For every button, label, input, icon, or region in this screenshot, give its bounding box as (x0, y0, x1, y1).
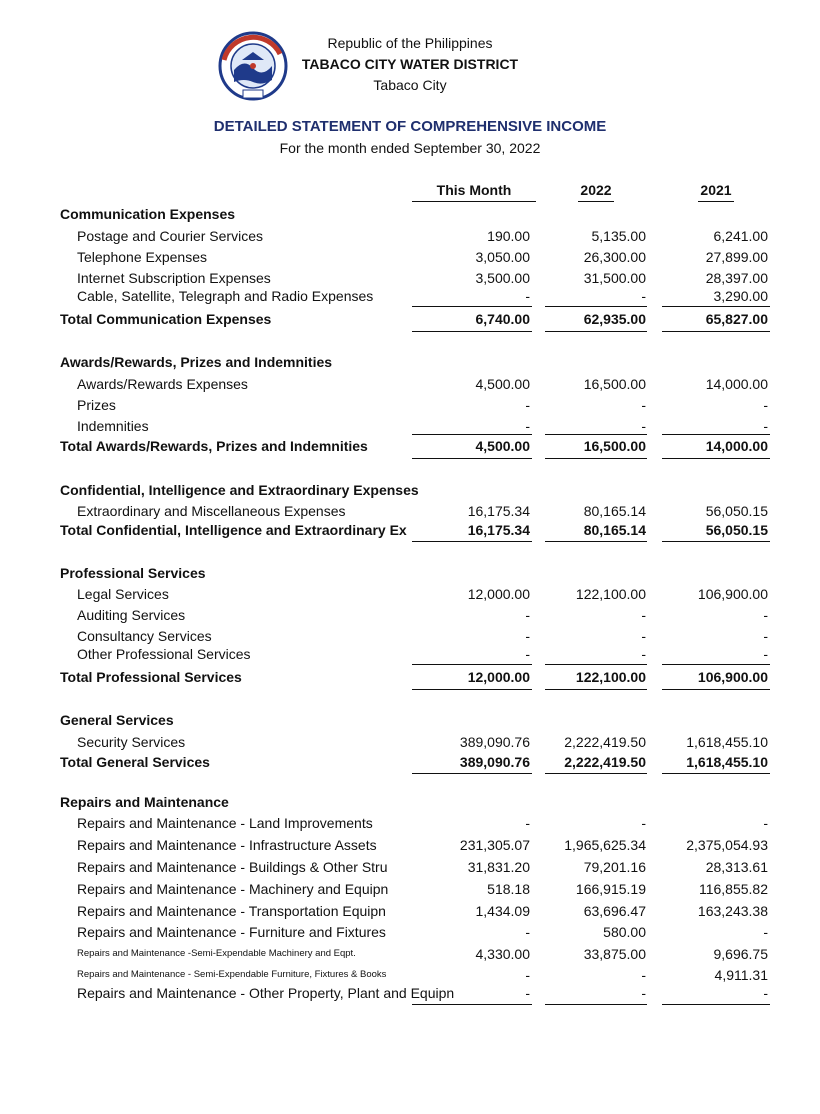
column-header-2022: 2022 (578, 182, 614, 202)
line-item-row (0, 286, 790, 306)
item-label: Repairs and Maintenance - Transportation Equipn (77, 903, 386, 919)
this-month-value: 1,434.09 (475, 903, 530, 919)
line-item-row (0, 901, 790, 921)
total-underline (662, 331, 770, 332)
total-underline (545, 541, 647, 542)
item-label: Security Services (77, 734, 186, 750)
year-2021-value: - (763, 628, 768, 644)
total-underline (662, 458, 770, 459)
year-2022-total: 122,100.00 (575, 669, 646, 685)
statement-period: For the month ended September 30, 2022 (279, 140, 541, 156)
agency-name: TABACO CITY WATER DISTRICT (301, 56, 519, 72)
year-2022-value: 63,696.47 (583, 903, 646, 919)
item-label: Repairs and Maintenance - Semi-Expendable Furniture, Fixtures & Books (77, 969, 387, 980)
subtotal-rule (412, 306, 532, 307)
item-label: Repairs and Maintenance - Machinery and Equipn (77, 881, 389, 897)
item-label: Legal Services (77, 586, 169, 602)
item-label: Consultancy Services (77, 628, 212, 644)
this-month-value: 231,305.07 (459, 837, 530, 853)
year-2021-value: - (763, 985, 768, 1001)
subtotal-rule (412, 664, 532, 665)
column-header-this-month: This Month (412, 182, 536, 202)
line-item-row (0, 922, 790, 942)
line-item-row (0, 584, 790, 604)
section-row (0, 480, 790, 500)
year-2022-value: 80,165.14 (583, 503, 646, 519)
year-2021-value: 6,241.00 (713, 228, 768, 244)
total-underline (545, 458, 647, 459)
this-month-value: - (525, 985, 530, 1001)
year-2021-value: - (763, 418, 768, 434)
year-2021-value: 116,855.82 (698, 881, 768, 897)
year-2021-total: 1,618,455.10 (686, 754, 768, 770)
this-month-total: 389,090.76 (459, 754, 530, 770)
statement-title: DETAILED STATEMENT OF COMPREHENSIVE INCOME (213, 118, 607, 135)
line-item-row (0, 835, 790, 855)
year-2021-value: - (763, 924, 768, 940)
subtotal-rule (662, 1004, 770, 1005)
line-item-row (0, 268, 790, 288)
year-2021-value: 9,696.75 (713, 946, 768, 962)
total-underline (412, 541, 532, 542)
item-label: Repairs and Maintenance -Semi-Expendable Machinery and Eqpt. (77, 948, 356, 959)
year-2021-total: 14,000.00 (705, 438, 768, 454)
section-title: Communication Expenses (60, 206, 236, 222)
line-item-row (0, 813, 790, 833)
total-underline (545, 689, 647, 690)
total-underline (412, 458, 532, 459)
item-label: Repairs and Maintenance - Infrastructure Assets (77, 837, 377, 853)
line-item-row (0, 247, 790, 267)
this-month-total: 16,175.34 (467, 522, 530, 538)
year-2021-value: - (763, 646, 768, 662)
this-month-value: - (525, 288, 530, 304)
line-item-row (0, 879, 790, 899)
year-2022-total: 16,500.00 (583, 438, 646, 454)
year-2021-total: 56,050.15 (705, 522, 768, 538)
year-2022-total: 62,935.00 (583, 311, 646, 327)
item-label: Repairs and Maintenance - Land Improvements (77, 815, 373, 831)
this-month-value: 12,000.00 (467, 586, 530, 602)
year-2021-value: 28,313.61 (705, 859, 768, 875)
section-title: Confidential, Intelligence and Extraordinary Expenses (60, 482, 419, 498)
year-2022-value: 166,915.19 (575, 881, 646, 897)
line-item-row (0, 732, 790, 752)
year-2021-value: - (763, 607, 768, 623)
year-2021-value: 56,050.15 (705, 503, 768, 519)
total-underline (662, 773, 770, 774)
line-item-row (0, 944, 790, 964)
year-2022-value: - (641, 815, 646, 831)
total-label: Total General Services (60, 754, 210, 770)
total-label: Total Confidential, Intelligence and Extraordinary Ex (60, 522, 407, 538)
total-underline (412, 689, 532, 690)
item-label: Cable, Satellite, Telegraph and Radio Expenses (77, 288, 374, 304)
year-2022-value: 2,222,419.50 (564, 734, 646, 750)
year-2021-value: 27,899.00 (705, 249, 768, 265)
item-label: Repairs and Maintenance - Furniture and Fixtures (77, 924, 386, 940)
year-2021-value: 2,375,054.93 (686, 837, 768, 853)
year-2021-total: 65,827.00 (705, 311, 768, 327)
year-2022-value: 31,500.00 (583, 270, 646, 286)
year-2021-value: 14,000.00 (705, 376, 768, 392)
year-2022-value: 16,500.00 (583, 376, 646, 392)
total-underline (662, 689, 770, 690)
total-underline (545, 331, 647, 332)
item-label: Auditing Services (77, 607, 186, 623)
this-month-total: 6,740.00 (475, 311, 530, 327)
section-title: Repairs and Maintenance (60, 794, 229, 810)
subtotal-rule (662, 306, 770, 307)
year-2022-value: 33,875.00 (583, 946, 646, 962)
total-row (0, 309, 790, 329)
year-2021-value: - (763, 397, 768, 413)
this-month-value: - (525, 924, 530, 940)
section-title: Awards/Rewards, Prizes and Indemnities (60, 354, 333, 370)
subtotal-rule (412, 434, 532, 435)
year-2021-value: 163,243.38 (697, 903, 768, 919)
section-row (0, 204, 790, 224)
column-header-2021: 2021 (698, 182, 734, 202)
item-label: Indemnities (77, 418, 149, 434)
year-2022-value: 122,100.00 (575, 586, 646, 602)
year-2022-total: 80,165.14 (583, 522, 646, 538)
this-month-value: 3,500.00 (475, 270, 530, 286)
line-item-row (0, 626, 790, 646)
year-2021-value: 1,618,455.10 (686, 734, 768, 750)
total-label: Total Communication Expenses (60, 311, 272, 327)
item-label: Postage and Courier Services (77, 228, 263, 244)
line-item-row (0, 983, 790, 1003)
total-underline (545, 773, 647, 774)
line-item-row (0, 644, 790, 664)
year-2022-value: - (641, 646, 646, 662)
total-underline (412, 331, 532, 332)
year-2021-total: 106,900.00 (697, 669, 768, 685)
city-name: Tabaco City (373, 77, 447, 93)
total-label: Total Awards/Rewards, Prizes and Indemnities (60, 438, 368, 454)
year-2022-value: - (641, 288, 646, 304)
item-label: Awards/Rewards Expenses (77, 376, 248, 392)
year-2021-value: 4,911.31 (714, 967, 768, 983)
line-item-row (0, 605, 790, 625)
year-2022-value: 1,965,625.34 (564, 837, 646, 853)
this-month-value: 518.18 (487, 881, 530, 897)
item-label: Prizes (77, 397, 116, 413)
year-2022-value: 5,135.00 (591, 228, 646, 244)
this-month-value: - (525, 815, 530, 831)
total-row (0, 436, 790, 456)
section-row (0, 563, 790, 583)
this-month-value: 4,330.00 (475, 946, 530, 962)
item-label: Telephone Expenses (77, 249, 207, 265)
this-month-value: - (525, 607, 530, 623)
year-2022-value: 580.00 (603, 924, 646, 940)
item-label: Extraordinary and Miscellaneous Expenses (77, 503, 346, 519)
year-2021-value: - (763, 815, 768, 831)
year-2022-value: - (641, 985, 646, 1001)
year-2022-value: 79,201.16 (583, 859, 646, 875)
section-title: General Services (60, 712, 174, 728)
subtotal-rule (545, 434, 647, 435)
this-month-total: 4,500.00 (475, 438, 530, 454)
item-label: Repairs and Maintenance - Buildings & Other Stru (77, 859, 388, 875)
subtotal-rule (412, 1004, 532, 1005)
line-item-row (0, 395, 790, 415)
total-row (0, 752, 790, 772)
this-month-value: 3,050.00 (475, 249, 530, 265)
section-title: Professional Services (60, 565, 206, 581)
this-month-value: - (525, 418, 530, 434)
line-item-row (0, 226, 790, 246)
total-row (0, 667, 790, 687)
year-2021-value: 28,397.00 (705, 270, 768, 286)
year-2022-total: 2,222,419.50 (564, 754, 646, 770)
year-2022-value: 26,300.00 (583, 249, 646, 265)
item-label: Other Professional Services (77, 646, 251, 662)
item-label: Repairs and Maintenance - Other Property, Plant and Equipn (77, 985, 455, 1001)
this-month-value: 190.00 (487, 228, 530, 244)
item-label: Internet Subscription Expenses (77, 270, 271, 286)
this-month-value: 31,831.20 (467, 859, 530, 875)
line-item-row (0, 416, 790, 436)
year-2022-value: - (641, 628, 646, 644)
subtotal-rule (545, 306, 647, 307)
section-row (0, 792, 790, 812)
subtotal-rule (545, 664, 647, 665)
year-2022-value: - (641, 607, 646, 623)
this-month-value: 16,175.34 (467, 503, 530, 519)
year-2022-value: - (641, 418, 646, 434)
year-2022-value: - (641, 397, 646, 413)
this-month-value: - (525, 967, 530, 983)
section-row (0, 710, 790, 730)
total-underline (412, 773, 532, 774)
line-item-row (0, 965, 790, 985)
subtotal-rule (662, 664, 770, 665)
year-2021-value: 106,900.00 (697, 586, 768, 602)
this-month-value: - (525, 397, 530, 413)
section-row (0, 352, 790, 372)
this-month-value: - (525, 646, 530, 662)
republic-line: Republic of the Philippines (327, 35, 493, 51)
this-month-total: 12,000.00 (467, 669, 530, 685)
line-item-row (0, 374, 790, 394)
subtotal-rule (545, 1004, 647, 1005)
this-month-value: 389,090.76 (459, 734, 530, 750)
line-item-row (0, 501, 790, 521)
year-2022-value: - (641, 967, 646, 983)
total-underline (662, 541, 770, 542)
year-2021-value: 3,290.00 (713, 288, 768, 304)
total-label: Total Professional Services (60, 669, 242, 685)
line-item-row (0, 857, 790, 877)
this-month-value: - (525, 628, 530, 644)
this-month-value: 4,500.00 (475, 376, 530, 392)
total-row (0, 520, 790, 540)
subtotal-rule (662, 434, 770, 435)
